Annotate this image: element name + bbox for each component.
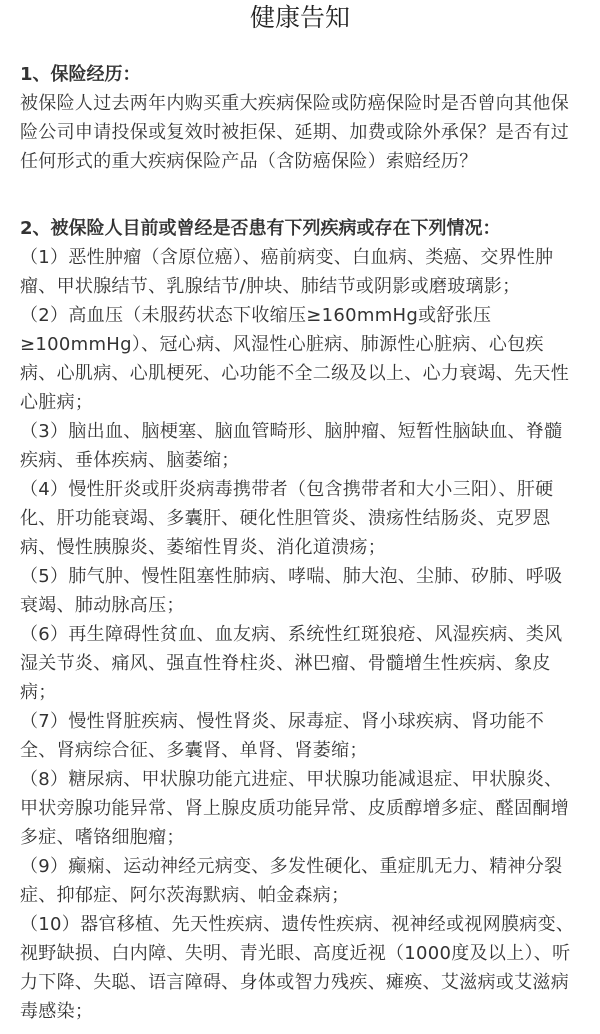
health-notice-page xyxy=(0,3,600,1034)
list-item: （9）癫痫、运动神经元病变、多发性硬化、重症肌无力、精神分裂症、抑郁症、阿尔茨海默病、帕金森病； xyxy=(20,856,563,906)
list-item: （7）慢性肾脏疾病、慢性肾炎、尿毒症、肾小球疾病、肾功能不全、肾病综合征、多囊肾、单肾、肾萎缩； xyxy=(20,711,545,761)
list-item: （3）脑出血、脑梗塞、脑血管畸形、脑肿瘤、短暂性脑缺血、脊髓疾病、垂体疾病、脑萎缩； xyxy=(20,421,563,471)
page-title: 健康告知 xyxy=(249,3,350,32)
list-item: （2）高血压（未服药状态下收缩压≥160mmHg或舒张压≥100mmHg）、冠心病、风湿性心脏病、肺源性心脏病、心包疾病、心肌病、心肌梗死、心功能不全二级及以上、心力衰竭、先天性心脏病； xyxy=(20,305,569,413)
list-item: （1）恶性肿瘤（含原位癌）、癌前病变、白血病、类癌、交界性肿瘤、甲状腺结节、乳腺结节/肿块、肺结节或阴影或磨玻璃影； xyxy=(20,247,554,297)
list-item: （4）慢性肝炎或肝炎病毒携带者（包含携带者和大小三阳）、肝硬化、肝功能衰竭、多囊肝、硬化性胆管炎、溃疡性结肠炎、克罗恩病、慢性胰腺炎、萎缩性胃炎、消化道溃疡； xyxy=(20,479,554,558)
list-item: （6）再生障碍性贫血、血友病、系统性红斑狼疮、风湿疾病、类风湿关节炎、痛风、强直性脊柱炎、淋巴瘤、骨髓增生性疾病、象皮病； xyxy=(20,624,563,703)
section-heading: 1、保险经历： xyxy=(20,64,141,85)
list-item: （5）肺气肿、慢性阻塞性肺病、哮喘、肺大泡、尘肺、矽肺、呼吸衰竭、肺动脉高压； xyxy=(20,566,563,616)
section-body: 被保险人过去两年内购买重大疾病保险或防癌保险时是否曾向其他保险公司申请投保或复效时被拒保、延期、加费或除外承保？是否有过任何形式的重大疾病保险产品（含防癌保险）索赔经历？ xyxy=(20,93,569,172)
section-disease-list xyxy=(20,214,580,1026)
section-heading: 2、被保险人目前或曾经是否患有下列疾病或存在下列情况： xyxy=(20,218,501,239)
section-insurance-history xyxy=(20,60,580,176)
list-item: （10）器官移植、先天性疾病、遗传性疾病、视神经或视网膜病变、视野缺损、白内障、失明、青光眼、高度近视（1000度及以上）、听力下降、失聪、语言障碍、身体或智力残疾、瘫痪、艾滋病或艾滋病毒感染； xyxy=(20,914,575,1022)
list-item: （8）糖尿病、甲状腺功能亢进症、甲状腺功能减退症、甲状腺炎、甲状旁腺功能异常、肾上腺皮质功能异常、皮质醇增多症、醛固酮增多症、嗜铬细胞瘤； xyxy=(20,769,569,848)
